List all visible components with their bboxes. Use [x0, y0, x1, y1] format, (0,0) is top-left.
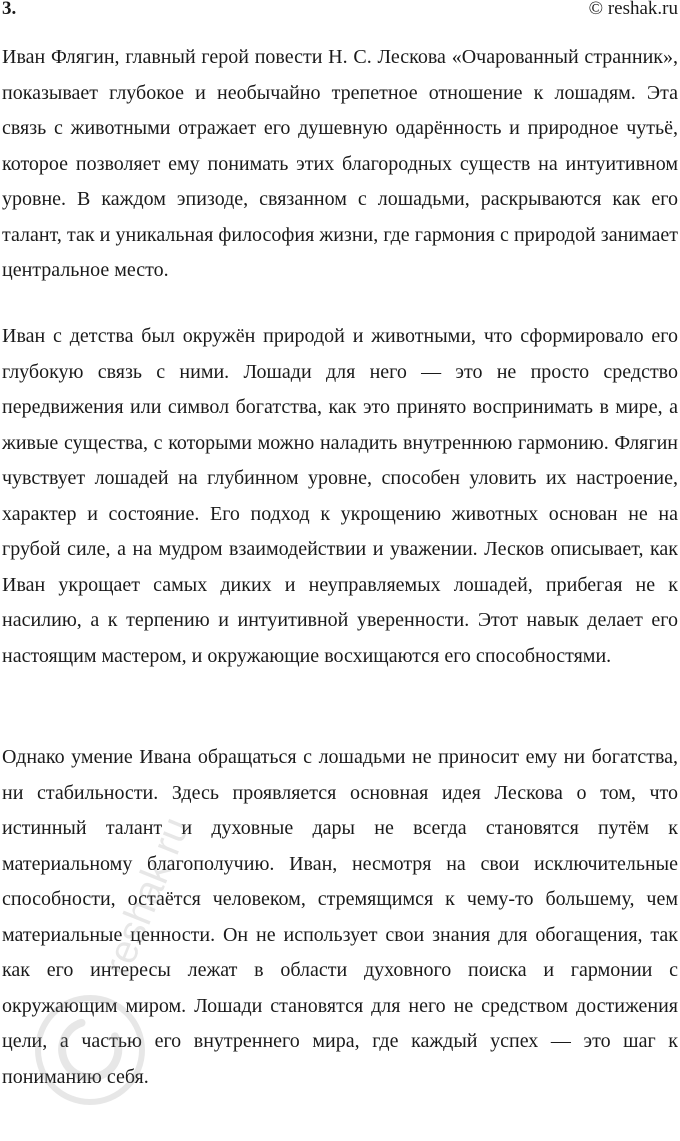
paragraph-1: Иван Флягин, главный герой повести Н. С. Лескова «Очарованный странник», показывает глубокое и необычайно трепетное отношение к лошадям. Эта связь с животными отражает его душевную одарённость и природное чутьё, которое позволяет ему понимать этих благородных существ на интуитивном уровне. В каждом эпизоде, связанном с лошадьми, раскрываются как его талант, так и уникальная философия жизни, где гармония с природой занимает центральное место. — [2, 46, 678, 281]
paragraph-3: Однако умение Ивана обращаться с лошадьми не приносит ему ни богатства, ни стабильности. Здесь проявляется основная идея Лескова о том, что истинный талант и духовные дары не всегда становятся путём к материальному благополучию. Иван, несмотря на свои исключительные способности, остаётся человеком, стремящимся к чему-то большему, чем материальные ценности. Он не использует свои знания для обогащения, так как его интересы лежат в области духовного поиска и гармонии с окружающим миром. Лошади становятся для него не средством достижения цели, а частью его внутреннего мира, где каждый успех — это шаг к пониманию себя. — [2, 746, 678, 1088]
paragraph-2: Иван с детства был окружён природой и животными, что сформировало его глубокую связь с ними. Лошади для него — это не просто средство передвижения или символ богатства, как это принято воспринимать в мире, а живые существа, с которыми можно наладить внутреннюю гармонию. Флягин чувствует лошадей на глубинном уровне, способен уловить их настроение, характер и состояние. Его подход к укрощению животных основан не на грубой силе, а на мудром взаимодействии и уважении. Лесков описывает, как Иван укрощает самых диких и неуправляемых лошадей, прибегая не к насилию, а к терпению и интуитивной уверенности. Этот навык делает его настоящим мастером, и окружающие восхищаются его способностями. — [2, 325, 678, 667]
watermark-text: reshak.ru — [94, 811, 199, 983]
header — [0, 0, 680, 30]
source-label: © reshak.ru — [588, 0, 678, 19]
task-number: 3. — [2, 0, 17, 19]
